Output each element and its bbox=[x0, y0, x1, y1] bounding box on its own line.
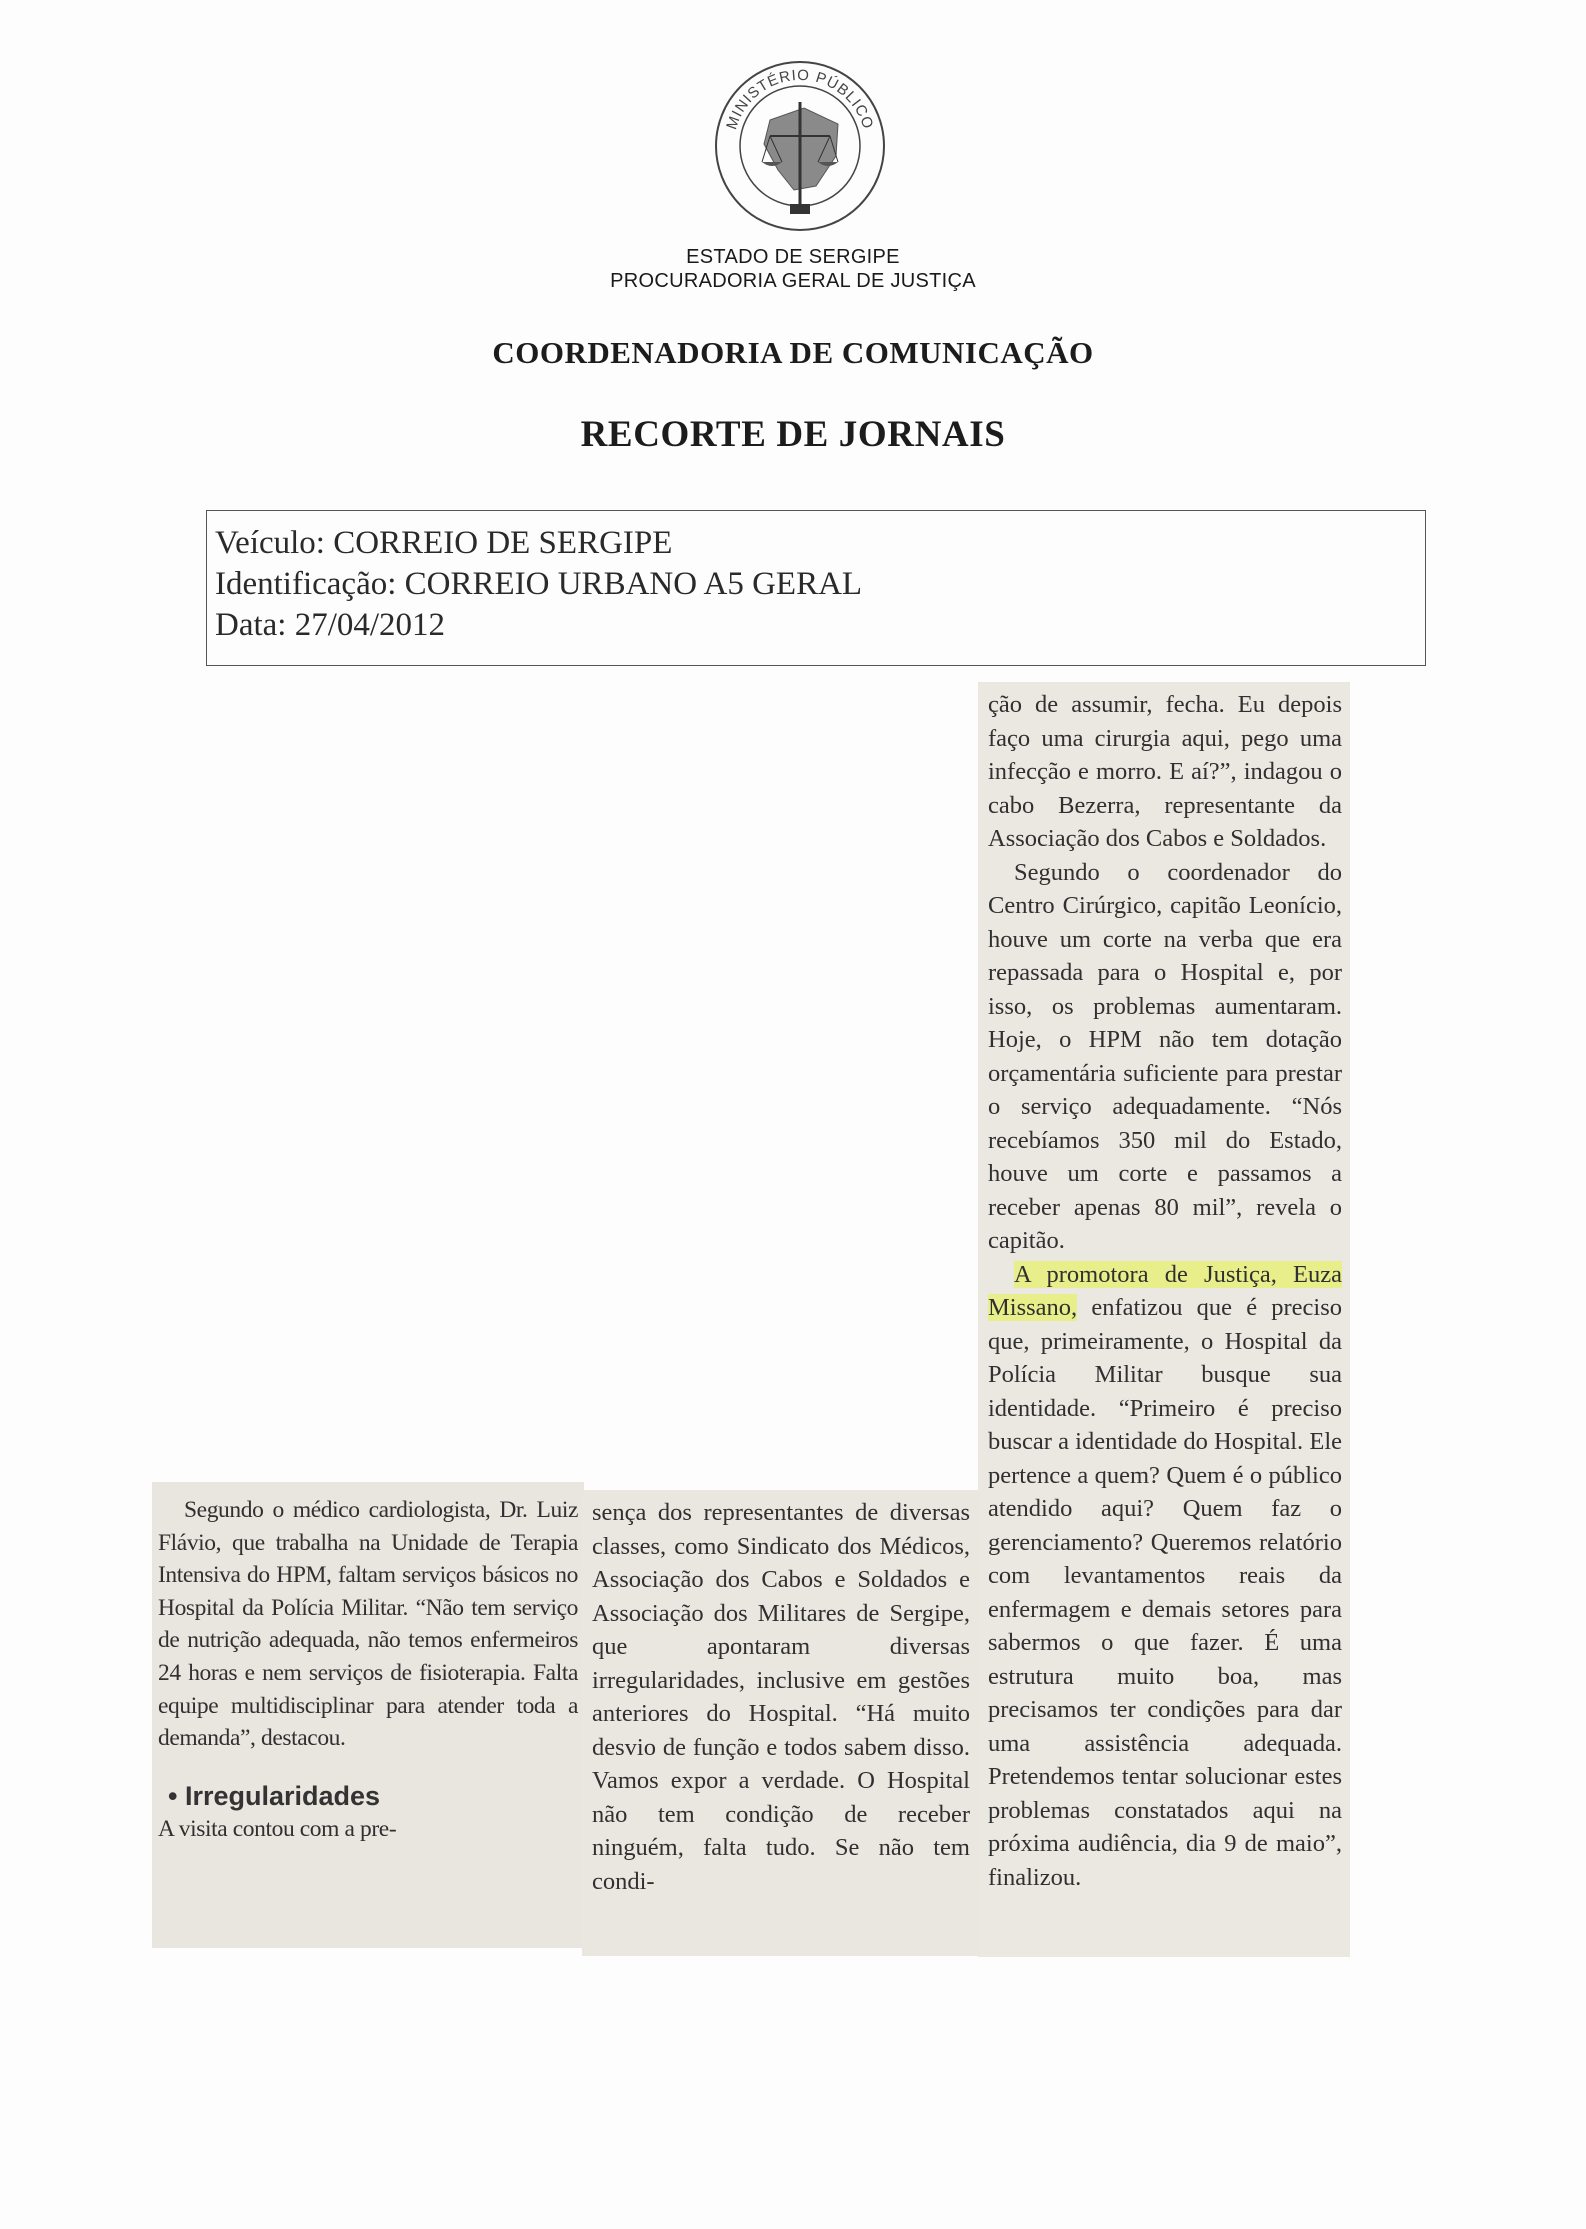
veiculo-line: Veículo: CORREIO DE SERGIPE bbox=[215, 525, 673, 561]
article-paragraph: A visita contou com a pre- bbox=[158, 1815, 397, 1842]
identificacao-line: Identificação: CORREIO URBANO A5 GERAL bbox=[215, 566, 863, 602]
ministerio-publico-seal bbox=[712, 58, 888, 234]
data-line: Data: 27/04/2012 bbox=[215, 607, 446, 643]
recorte-title: RECORTE DE JORNAIS bbox=[580, 414, 1006, 455]
article-paragraph bbox=[988, 1258, 1342, 1895]
article-paragraph: ção de assumir, fecha. Eu depois faço uma cirurgia aqui, pego uma infecção e morro. E aí?”, indagou o cabo Bezerra, representante da Associação dos Cabos e Soldados. bbox=[988, 691, 1342, 852]
article-middle-column bbox=[592, 1496, 970, 1898]
article-left-column bbox=[158, 1494, 578, 1845]
article-right-column bbox=[988, 688, 1342, 1894]
article-subhead: • Irregularidades bbox=[168, 1780, 381, 1811]
coordenadoria-heading: COORDENADORIA DE COMUNICAÇÃO bbox=[492, 335, 1094, 370]
article-paragraph: sença dos representantes de diversas classes, como Sindicato dos Médicos, Associação dos Cabos e Soldados e Associação dos Militares de Sergipe, que apontaram diversas irregularidades, inclusive em gestões anteriores do Hospital. “Há muito desvio de função e todos sabem disso. Vamos expor a verdade. O Hospital não tem condição de receber ninguém, falta tudo. Se não tem condi- bbox=[592, 1499, 970, 1895]
procuradoria-heading: PROCURADORIA GERAL DE JUSTIÇA bbox=[610, 270, 976, 292]
article-paragraph: Segundo o coordenador do Centro Cirúrgico, capitão Leonício, houve um corte na verba que era repassada para o Hospital e, por isso, os problemas aumentaram. Hoje, o HPM não tem dotação orçamentária suficiente para prestar o serviço adequadamente. “Nós recebíamos 350 mil do Estado, houve um corte e passamos a receber apenas 80 mil”, revela o capitão. bbox=[988, 858, 1342, 1254]
article-paragraph: Segundo o médico cardiologista, Dr. Luiz Flávio, que trabalha na Unidade de Terapia Intensiva do HPM, faltam serviços básicos no Hospital da Polícia Militar. “Não tem serviço de nutrição adequada, não temos enfermeiros 24 horas e nem serviços de fisioterapia. Falta equipe multidisciplinar para atender toda a demanda”, destacou. bbox=[158, 1497, 578, 1752]
estado-heading: ESTADO DE SERGIPE bbox=[686, 246, 900, 268]
clipping-info-box bbox=[206, 510, 1426, 666]
article-text: enfatizou que é preciso que, primeiramente, o Hospital da Polícia Militar busque sua identidade. “Primeiro é preciso buscar a identidade do Hospital. Ele pertence a quem? Quem é o público atendido aqui? Quem faz o gerenciamento? Queremos relatório com levantamentos reais da enfermagem e demais setores para sabermos o que fazer. É uma estrutura muito boa, mas precisamos ter condições para dar uma assistência adequada. Pretendemos tentar solucionar estes problemas constatados aqui na próxima audiência, dia 9 de maio”, finalizou. bbox=[988, 1294, 1342, 1891]
highlighted-text: A promotora de Justiça, Euza Missano, bbox=[988, 1260, 1342, 1321]
seal-text: MINISTÉRIO PÚBLICO bbox=[723, 66, 877, 132]
